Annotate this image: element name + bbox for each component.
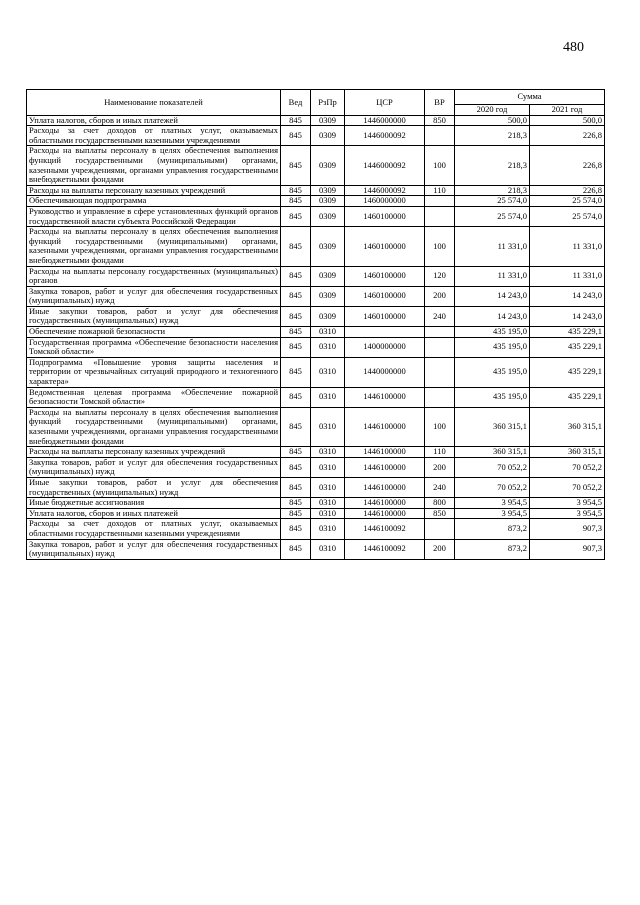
cell-2020: 14 243,0 (455, 306, 530, 326)
cell-2021: 25 574,0 (530, 206, 605, 226)
cell-csr: 1446000092 (345, 126, 425, 146)
cell-ved: 845 (281, 387, 311, 407)
cell-name: Уплата налогов, сборов и иных платежей (27, 115, 281, 126)
cell-csr (345, 327, 425, 338)
table-row (27, 115, 605, 126)
cell-vr: 200 (425, 457, 455, 477)
cell-2021: 360 315,1 (530, 407, 605, 446)
cell-rzpr: 0310 (311, 407, 345, 446)
header-name: Наименование показателей (27, 90, 281, 116)
cell-vr: 200 (425, 286, 455, 306)
cell-csr: 1446100000 (345, 387, 425, 407)
cell-csr: 1446100000 (345, 457, 425, 477)
cell-2021: 25 574,0 (530, 196, 605, 207)
cell-name: Расходы за счет доходов от платных услуг, оказываемых областными государственными казенными учреждениями (27, 126, 281, 146)
cell-csr: 1460100000 (345, 266, 425, 286)
cell-ved: 845 (281, 539, 311, 559)
cell-2020: 360 315,1 (455, 407, 530, 446)
cell-ved: 845 (281, 447, 311, 458)
cell-rzpr: 0310 (311, 327, 345, 338)
cell-2021: 3 954,5 (530, 498, 605, 509)
cell-name: Руководство и управление в сфере установленных функций органов государственной власти субъекта Российской Федерации (27, 206, 281, 226)
cell-ved: 845 (281, 126, 311, 146)
cell-name: Уплата налогов, сборов и иных платежей (27, 508, 281, 519)
cell-2020: 435 195,0 (455, 387, 530, 407)
cell-2020: 435 195,0 (455, 357, 530, 387)
cell-vr: 800 (425, 498, 455, 509)
cell-csr: 1446100000 (345, 508, 425, 519)
cell-csr: 1446000092 (345, 185, 425, 196)
cell-2021: 907,3 (530, 539, 605, 559)
cell-vr (425, 206, 455, 226)
cell-name: Расходы на выплаты персоналу государственных (муниципальных) органов (27, 266, 281, 286)
cell-2020: 3 954,5 (455, 508, 530, 519)
cell-csr: 1460100000 (345, 227, 425, 266)
cell-rzpr: 0310 (311, 387, 345, 407)
cell-2021: 360 315,1 (530, 447, 605, 458)
cell-ved: 845 (281, 286, 311, 306)
cell-csr: 1400000000 (345, 337, 425, 357)
cell-ved: 845 (281, 185, 311, 196)
cell-rzpr: 0309 (311, 115, 345, 126)
cell-vr: 850 (425, 115, 455, 126)
header-year-2020: 2020 год (455, 105, 530, 116)
cell-rzpr: 0310 (311, 477, 345, 497)
cell-2021: 226,8 (530, 126, 605, 146)
cell-vr: 100 (425, 227, 455, 266)
cell-vr: 120 (425, 266, 455, 286)
cell-vr (425, 387, 455, 407)
cell-vr (425, 357, 455, 387)
cell-vr: 100 (425, 407, 455, 446)
cell-2020: 3 954,5 (455, 498, 530, 509)
table-row (27, 508, 605, 519)
cell-vr: 110 (425, 185, 455, 196)
cell-2020: 70 052,2 (455, 477, 530, 497)
cell-rzpr: 0310 (311, 447, 345, 458)
cell-2020: 218,3 (455, 126, 530, 146)
cell-name: Иные бюджетные ассигнования (27, 498, 281, 509)
header-sum: Сумма (455, 90, 605, 105)
cell-csr: 1446100000 (345, 407, 425, 446)
cell-name: Расходы на выплаты персоналу в целях обеспечения выполнения функций государственными (муниципальными) органами, казенными учреждениями, органами управления государственными внебюджетными фондами (27, 407, 281, 446)
cell-2021: 11 331,0 (530, 227, 605, 266)
table-row (27, 126, 605, 146)
table-row (27, 146, 605, 185)
table-row (27, 306, 605, 326)
cell-2021: 11 331,0 (530, 266, 605, 286)
table-row (27, 327, 605, 338)
cell-2020: 25 574,0 (455, 206, 530, 226)
cell-2020: 25 574,0 (455, 196, 530, 207)
cell-csr: 1446100000 (345, 477, 425, 497)
cell-2020: 435 195,0 (455, 327, 530, 338)
table-row (27, 357, 605, 387)
cell-name: Государственная программа «Обеспечение безопасности населения Томской области» (27, 337, 281, 357)
table-row (27, 539, 605, 559)
cell-2020: 873,2 (455, 519, 530, 539)
cell-2020: 11 331,0 (455, 266, 530, 286)
table-row (27, 286, 605, 306)
cell-rzpr: 0310 (311, 519, 345, 539)
header-year-2021: 2021 год (530, 105, 605, 116)
cell-ved: 845 (281, 519, 311, 539)
cell-csr: 1460000000 (345, 196, 425, 207)
cell-name: Иные закупки товаров, работ и услуг для обеспечения государственных (муниципальных) нужд (27, 306, 281, 326)
cell-2021: 435 229,1 (530, 387, 605, 407)
cell-ved: 845 (281, 146, 311, 185)
cell-vr (425, 126, 455, 146)
table-row (27, 266, 605, 286)
table-row (27, 387, 605, 407)
cell-2021: 14 243,0 (530, 306, 605, 326)
cell-name: Расходы на выплаты персоналу в целях обеспечения выполнения функций государственными (муниципальными) органами, казенными учреждениями, органами управления государственными внебюджетными фондами (27, 227, 281, 266)
cell-2021: 70 052,2 (530, 477, 605, 497)
table-row (27, 498, 605, 509)
cell-csr: 1460100000 (345, 306, 425, 326)
cell-csr: 1446000092 (345, 146, 425, 185)
cell-name: Закупка товаров, работ и услуг для обеспечения государственных (муниципальных) нужд (27, 539, 281, 559)
cell-rzpr: 0309 (311, 185, 345, 196)
cell-2020: 14 243,0 (455, 286, 530, 306)
cell-2021: 3 954,5 (530, 508, 605, 519)
cell-rzpr: 0310 (311, 337, 345, 357)
cell-ved: 845 (281, 407, 311, 446)
cell-vr: 850 (425, 508, 455, 519)
cell-name: Обеспечивающая подпрограмма (27, 196, 281, 207)
cell-vr (425, 196, 455, 207)
cell-rzpr: 0309 (311, 227, 345, 266)
table-row (27, 196, 605, 207)
cell-csr: 1440000000 (345, 357, 425, 387)
cell-ved: 845 (281, 457, 311, 477)
cell-rzpr: 0309 (311, 306, 345, 326)
header-rzpr: РзПр (311, 90, 345, 116)
table-row (27, 206, 605, 226)
cell-2020: 873,2 (455, 539, 530, 559)
cell-csr: 1460100000 (345, 286, 425, 306)
cell-2021: 435 229,1 (530, 357, 605, 387)
cell-vr: 100 (425, 146, 455, 185)
table-body (27, 115, 605, 559)
cell-vr (425, 337, 455, 357)
budget-table (26, 89, 605, 560)
cell-rzpr: 0310 (311, 357, 345, 387)
cell-ved: 845 (281, 206, 311, 226)
cell-2021: 435 229,1 (530, 327, 605, 338)
cell-ved: 845 (281, 306, 311, 326)
cell-name: Расходы на выплаты персоналу казенных учреждений (27, 447, 281, 458)
cell-vr: 200 (425, 539, 455, 559)
cell-csr: 1446100092 (345, 539, 425, 559)
cell-name: Расходы за счет доходов от платных услуг, оказываемых областными государственными казенными учреждениями (27, 519, 281, 539)
cell-2020: 360 315,1 (455, 447, 530, 458)
cell-ved: 845 (281, 227, 311, 266)
cell-rzpr: 0309 (311, 286, 345, 306)
table-row (27, 185, 605, 196)
cell-2021: 907,3 (530, 519, 605, 539)
table-header (27, 90, 605, 116)
cell-ved: 845 (281, 337, 311, 357)
cell-csr: 1446000000 (345, 115, 425, 126)
cell-rzpr: 0310 (311, 457, 345, 477)
cell-rzpr: 0310 (311, 539, 345, 559)
cell-2021: 14 243,0 (530, 286, 605, 306)
table-row (27, 457, 605, 477)
cell-2020: 11 331,0 (455, 227, 530, 266)
table-row (27, 477, 605, 497)
cell-rzpr: 0310 (311, 498, 345, 509)
cell-ved: 845 (281, 115, 311, 126)
cell-vr: 240 (425, 477, 455, 497)
cell-rzpr: 0309 (311, 126, 345, 146)
cell-2020: 218,3 (455, 185, 530, 196)
table-row (27, 519, 605, 539)
cell-ved: 845 (281, 508, 311, 519)
cell-2021: 226,8 (530, 185, 605, 196)
cell-csr: 1446100000 (345, 447, 425, 458)
cell-name: Расходы на выплаты персоналу казенных учреждений (27, 185, 281, 196)
cell-name: Ведомственная целевая программа «Обеспечение пожарной безопасности Томской области» (27, 387, 281, 407)
cell-2020: 435 195,0 (455, 337, 530, 357)
cell-rzpr: 0309 (311, 266, 345, 286)
cell-2020: 218,3 (455, 146, 530, 185)
cell-ved: 845 (281, 357, 311, 387)
table-row (27, 447, 605, 458)
cell-rzpr: 0309 (311, 206, 345, 226)
cell-ved: 845 (281, 477, 311, 497)
cell-ved: 845 (281, 266, 311, 286)
cell-rzpr: 0309 (311, 146, 345, 185)
cell-2021: 435 229,1 (530, 337, 605, 357)
cell-rzpr: 0310 (311, 508, 345, 519)
header-csr: ЦСР (345, 90, 425, 116)
cell-ved: 845 (281, 498, 311, 509)
cell-rzpr: 0309 (311, 196, 345, 207)
cell-vr (425, 327, 455, 338)
cell-2021: 226,8 (530, 146, 605, 185)
cell-ved: 845 (281, 327, 311, 338)
table-row (27, 227, 605, 266)
cell-2021: 70 052,2 (530, 457, 605, 477)
cell-vr (425, 519, 455, 539)
cell-name: Иные закупки товаров, работ и услуг для обеспечения государственных (муниципальных) нужд (27, 477, 281, 497)
cell-csr: 1446100000 (345, 498, 425, 509)
table-row (27, 407, 605, 446)
cell-name: Закупка товаров, работ и услуг для обеспечения государственных (муниципальных) нужд (27, 457, 281, 477)
cell-ved: 845 (281, 196, 311, 207)
cell-2020: 70 052,2 (455, 457, 530, 477)
header-vr: ВР (425, 90, 455, 116)
header-ved: Вед (281, 90, 311, 116)
cell-name: Обеспечение пожарной безопасности (27, 327, 281, 338)
cell-name: Подпрограмма «Повышение уровня защиты населения и территории от чрезвычайных ситуаций природного и техногенного характера» (27, 357, 281, 387)
table-row (27, 337, 605, 357)
page-number: 480 (563, 40, 584, 55)
cell-vr: 240 (425, 306, 455, 326)
cell-name: Расходы на выплаты персоналу в целях обеспечения выполнения функций государственными (муниципальными) органами, казенными учреждениями, органами управления государственными внебюджетными фондами (27, 146, 281, 185)
cell-csr: 1460100000 (345, 206, 425, 226)
cell-2020: 500,0 (455, 115, 530, 126)
cell-name: Закупка товаров, работ и услуг для обеспечения государственных (муниципальных) нужд (27, 286, 281, 306)
cell-csr: 1446100092 (345, 519, 425, 539)
cell-vr: 110 (425, 447, 455, 458)
cell-2021: 500,0 (530, 115, 605, 126)
